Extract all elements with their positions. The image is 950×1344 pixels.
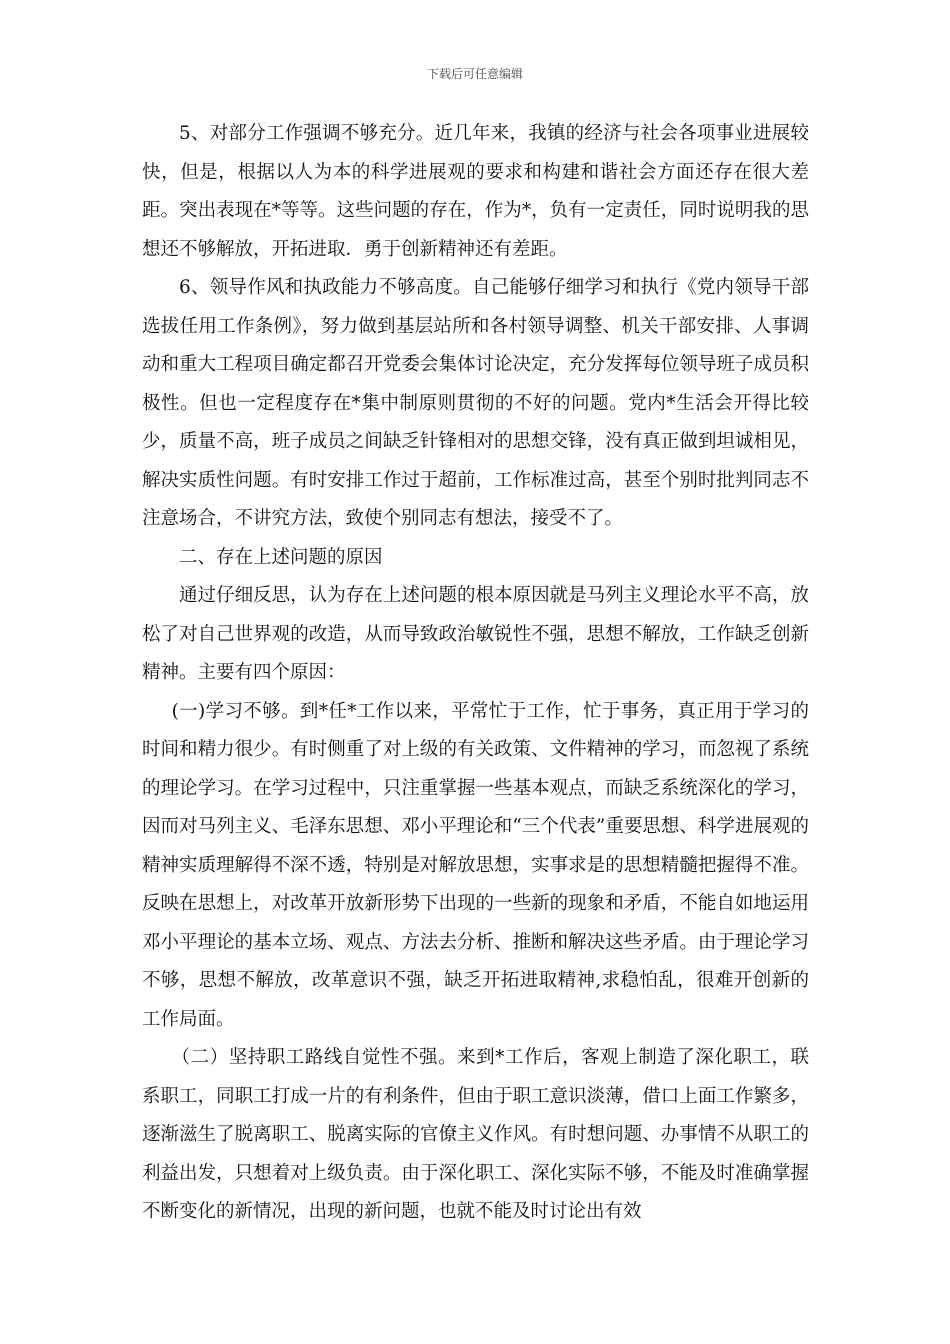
section-heading-causes: 二、存在上述问题的原因 bbox=[179, 546, 383, 568]
paragraph-item-6: 6、领导作风和执政能力不够高度。自己能够仔细学习和执行《党内领导干部选拔任用工作条例》，努力做到基层站所和各村领导调整、机关干部安排、人事调动和重大工程项目确定都召开党委会集体讨论决定，充分发挥每位领导班子成员积极性。但也一定程度存在*集中制原则贯彻的不好的问题。党内*生活会开得比较少，质量不高，班子成员之间缺乏针锋相对的思想交锋，没有真正做到坦诚相见，解决实质性问题。有时安排工作过于超前，工作标准过高，甚至个别时批判同志不注意场合，不讲究方法，致使个别同志有想法，接受不了。 bbox=[142, 277, 809, 529]
paragraph-cause-1: (一)学习不够。到*任*工作以来，平常忙于工作，忙于事务，真正用于学习的时间和精力很少。有时侧重了对上级的有关政策、文件精神的学习，而忽视了系统的理论学习。在学习过程中，只注重掌握一些基本观点，而缺乏系统深化的学习，因而对马列主义、毛泽东思想、邓小平理论和“三个代表”重要思想、科学进展观的精神实质理解得不深不透，特别是对解放思想，实事求是的思想精髓把握得不准。反映在思想上，对改革开放新形势下出现的一些新的现象和矛盾，不能自如地运用邓小平理论的基本立场、观点、方法去分析、推断和解决这些矛盾。由于理论学习不够，思想不解放，改革意识不强，缺乏开拓进取精神,求稳怕乱，很难开创新的工作局面。 bbox=[142, 700, 809, 1030]
paragraph-cause-2: （二）坚持职工路线自觉性不强。来到*工作后，客观上制造了深化职工，联系职工，同职工打成一片的有利条件，但由于职工意识淡薄，借口上面工作繁多，逐渐滋生了脱离职工、脱离实际的官僚主义作风。有时想问题、办事情不从职工的利益出发，只想着对上级负责。由于深化职工、深化实际不够，不能及时准确掌握不断变化的新情况，出现的新问题，也就不能及时讨论出有效 bbox=[142, 1047, 809, 1222]
paragraph-item-5: 5、对部分工作强调不够充分。近几年来，我镇的经济与社会各项事业进展较快，但是，根据以人为本的科学进展观的要求和构建和谐社会方面还存在很大差距。突出表现在*等等。这些问题的存在，作为*，负有一定责任，同时说明我的思想还不够解放，开拓进取．勇于创新精神还有差距。 bbox=[142, 123, 809, 260]
document-body bbox=[142, 115, 809, 1232]
page-header: 下载后可任意编辑 bbox=[426, 67, 523, 81]
paragraph-causes-intro: 通过仔细反思，认为存在上述问题的根本原因就是马列主义理论水平不高，放松了对自己世界观的改造，从而导致政治敏锐性不强，思想不解放，工作缺乏创新精神。主要有四个原因： bbox=[142, 585, 809, 683]
